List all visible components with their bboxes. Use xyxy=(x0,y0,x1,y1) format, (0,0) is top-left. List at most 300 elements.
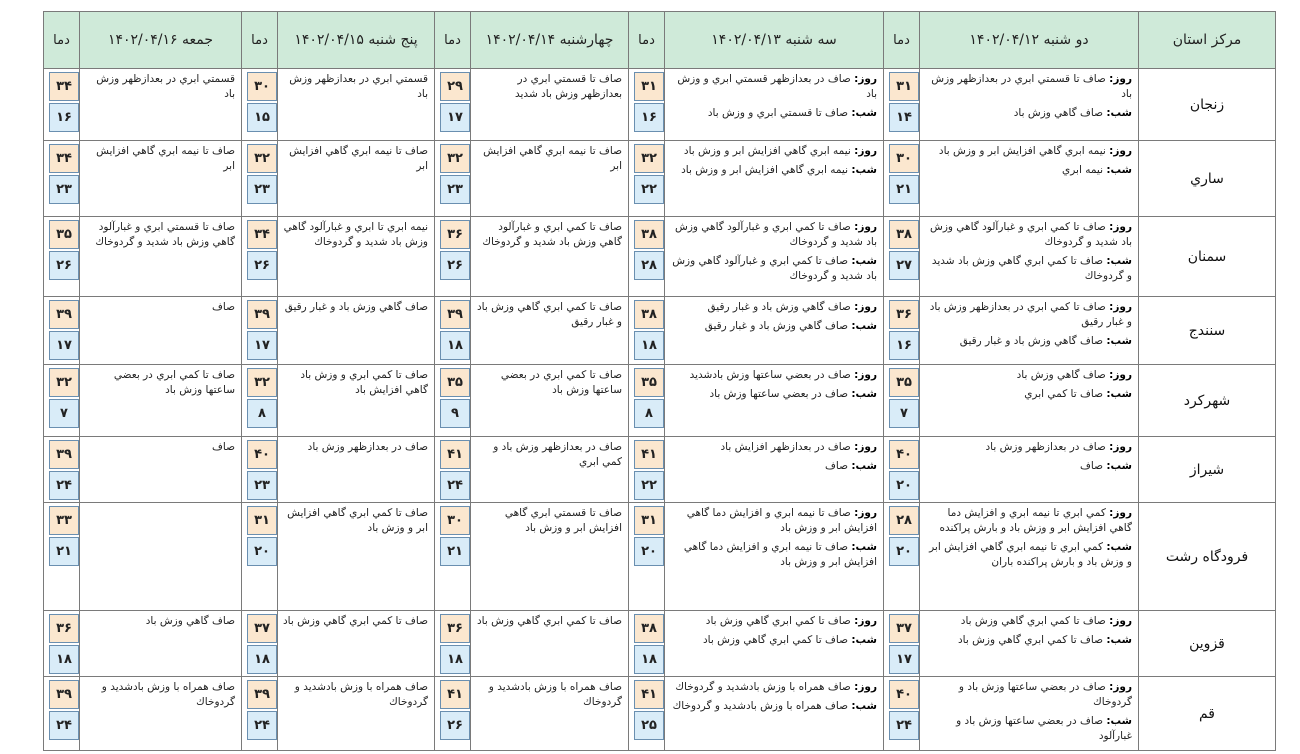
min-temperature: ۲۶ xyxy=(440,251,470,280)
forecast-text: صاف همراه با وزش بادشديد و گردوخاك xyxy=(294,681,428,708)
night-forecast-label: شب: xyxy=(851,388,877,400)
forecast-text: صاف تا كمي ابري و وزش باد گاهي افزايش باد xyxy=(300,369,428,396)
day-forecast xyxy=(669,72,877,102)
night-forecast-label: شب: xyxy=(1106,541,1132,553)
night-forecast-text: صاف تا كمي ابري و غبارآلود گاهي وزش باد شديد و گردوخاك xyxy=(672,255,877,282)
min-temperature: ۲۱ xyxy=(49,537,79,566)
max-temperature: ۳۰ xyxy=(889,144,919,173)
forecast-description xyxy=(665,365,884,437)
forecast-description xyxy=(278,297,435,365)
temp-header: دما xyxy=(884,12,920,69)
min-temperature: ۲۲ xyxy=(634,471,664,500)
day-forecast xyxy=(924,144,1132,159)
header-row xyxy=(44,12,1276,69)
temperature-cell xyxy=(884,677,920,751)
city-name: شهركرد xyxy=(1139,365,1276,437)
min-temperature: ۱۸ xyxy=(440,645,470,674)
min-temperature: ۲۳ xyxy=(247,471,277,500)
temperature-cell xyxy=(44,611,80,677)
night-forecast-label: شب: xyxy=(851,255,877,267)
forecast-description xyxy=(471,611,629,677)
min-temperature: ۲۳ xyxy=(49,175,79,204)
day-forecast-text: صاف تا نيمه ابري و افزايش دما گاهي افزايش ابر و وزش باد xyxy=(686,507,877,534)
min-temperature: ۱۸ xyxy=(49,645,79,674)
forecast-description xyxy=(278,611,435,677)
temperature-cell xyxy=(242,69,278,141)
night-forecast-label: شب: xyxy=(851,164,877,176)
temp-header: دما xyxy=(44,12,80,69)
forecast-description xyxy=(278,437,435,503)
temperature-cell xyxy=(44,141,80,217)
temperature-cell xyxy=(435,141,471,217)
max-temperature: ۳۳ xyxy=(49,506,79,535)
min-temperature: ۲۸ xyxy=(634,251,664,280)
day-forecast-label: روز: xyxy=(1109,221,1132,233)
temperature-cell xyxy=(44,503,80,611)
forecast-body xyxy=(44,69,1276,751)
max-temperature: ۳۵ xyxy=(634,368,664,397)
night-forecast-text: صاف تا كمي ابري گاهي وزش باد xyxy=(702,634,849,646)
day-forecast-text: صاف تا كمي ابري و غبارآلود گاهي وزش باد شديد و گردوخاك xyxy=(930,221,1132,248)
table-row xyxy=(44,437,1276,503)
forecast-description xyxy=(471,437,629,503)
min-temperature: ۱۷ xyxy=(440,103,470,132)
forecast-description xyxy=(278,365,435,437)
night-forecast xyxy=(924,387,1132,402)
max-temperature: ۲۸ xyxy=(889,506,919,535)
table-row xyxy=(44,297,1276,365)
max-temperature: ۳۶ xyxy=(889,300,919,329)
temperature-cell xyxy=(629,611,665,677)
forecast-text: قسمتي ابري در بعدازظهر وزش باد xyxy=(289,73,428,100)
max-temperature: ۳۹ xyxy=(247,680,277,709)
max-temperature: ۳۲ xyxy=(247,144,277,173)
max-temperature: ۳۶ xyxy=(440,614,470,643)
forecast-description xyxy=(920,217,1139,297)
temperature-cell xyxy=(629,503,665,611)
forecast-description xyxy=(80,677,242,751)
min-temperature: ۲۰ xyxy=(634,537,664,566)
temperature-cell xyxy=(242,297,278,365)
night-forecast-text: صاف در بعضي ساعتها وزش باد xyxy=(709,388,849,400)
day-forecast-label: روز: xyxy=(1109,145,1132,157)
min-temperature: ۱۵ xyxy=(247,103,277,132)
city-name: ساري xyxy=(1139,141,1276,217)
max-temperature: ۳۹ xyxy=(49,300,79,329)
temperature-cell xyxy=(884,217,920,297)
forecast-text: صاف همراه با وزش بادشديد و گردوخاك xyxy=(101,681,235,708)
forecast-description xyxy=(278,503,435,611)
temperature-cell xyxy=(629,297,665,365)
min-temperature: ۲۴ xyxy=(889,711,919,740)
min-temperature: ۱۸ xyxy=(247,645,277,674)
day-header: سه شنبه ۱۴۰۲/۰۴/۱۳ xyxy=(665,12,884,69)
min-temperature: ۲۶ xyxy=(440,711,470,740)
table-row xyxy=(44,503,1276,611)
min-temperature: ۲۰ xyxy=(247,537,277,566)
day-forecast xyxy=(669,368,877,383)
min-temperature: ۱۷ xyxy=(247,331,277,360)
city-name: قزوين xyxy=(1139,611,1276,677)
night-forecast-text: صاف xyxy=(1080,460,1104,472)
min-temperature: ۱۷ xyxy=(49,331,79,360)
forecast-description xyxy=(920,365,1139,437)
night-forecast-text: نيمه ابري xyxy=(1062,164,1104,176)
night-forecast xyxy=(669,633,877,648)
forecast-text: صاف همراه با وزش بادشديد و گردوخاك xyxy=(488,681,622,708)
temperature-cell xyxy=(44,365,80,437)
min-temperature: ۱۸ xyxy=(634,331,664,360)
temperature-cell xyxy=(435,611,471,677)
night-forecast xyxy=(669,387,877,402)
city-name: سمنان xyxy=(1139,217,1276,297)
day-header: چهارشنبه ۱۴۰۲/۰۴/۱۴ xyxy=(471,12,629,69)
max-temperature: ۳۰ xyxy=(440,506,470,535)
temperature-cell xyxy=(884,141,920,217)
forecast-description xyxy=(80,503,242,611)
forecast-text: صاف تا نيمه ابري گاهي افزايش ابر xyxy=(289,145,428,172)
day-forecast-label: روز: xyxy=(1109,507,1132,519)
temperature-cell xyxy=(629,141,665,217)
min-temperature: ۲۰ xyxy=(889,471,919,500)
max-temperature: ۳۱ xyxy=(247,506,277,535)
min-temperature: ۲۴ xyxy=(247,711,277,740)
forecast-text: صاف xyxy=(212,301,235,313)
night-forecast-text: صاف گاهي وزش باد و غبار رقيق xyxy=(704,320,849,332)
night-forecast-label: شب: xyxy=(851,634,877,646)
day-forecast-text: صاف تا كمي ابري گاهي وزش باد xyxy=(960,615,1106,627)
forecast-description xyxy=(80,437,242,503)
temperature-cell xyxy=(242,217,278,297)
max-temperature: ۳۹ xyxy=(49,440,79,469)
day-forecast xyxy=(669,220,877,250)
temperature-cell xyxy=(884,69,920,141)
day-forecast xyxy=(924,440,1132,455)
max-temperature: ۴۱ xyxy=(634,680,664,709)
night-forecast-label: شب: xyxy=(851,700,877,712)
temperature-cell xyxy=(629,69,665,141)
min-temperature: ۱۷ xyxy=(889,645,919,674)
day-forecast-text: كمي ابري تا نيمه ابري و افزايش دما گاهي افزايش ابر و وزش باد و بارش پراكنده xyxy=(939,507,1132,534)
temperature-cell xyxy=(44,437,80,503)
temperature-cell xyxy=(44,297,80,365)
min-temperature: ۷ xyxy=(889,399,919,428)
forecast-description xyxy=(665,69,884,141)
day-forecast xyxy=(669,680,877,695)
min-temperature: ۱۴ xyxy=(889,103,919,132)
forecast-description xyxy=(471,503,629,611)
temperature-cell xyxy=(435,503,471,611)
forecast-description xyxy=(80,365,242,437)
table-row xyxy=(44,217,1276,297)
day-forecast xyxy=(924,614,1132,629)
day-forecast-text: صاف تا كمي ابري در بعدازظهر وزش باد و غبار رقيق xyxy=(929,301,1132,328)
temperature-cell xyxy=(44,217,80,297)
min-temperature: ۲۴ xyxy=(49,711,79,740)
max-temperature: ۴۱ xyxy=(634,440,664,469)
temperature-cell xyxy=(242,141,278,217)
forecast-description xyxy=(665,437,884,503)
min-temperature: ۸ xyxy=(247,399,277,428)
max-temperature: ۳۱ xyxy=(889,72,919,101)
table-row xyxy=(44,69,1276,141)
day-forecast xyxy=(924,506,1132,536)
temperature-cell xyxy=(242,503,278,611)
night-forecast-label: شب: xyxy=(1106,164,1132,176)
day-forecast-label: روز: xyxy=(854,507,877,519)
day-forecast xyxy=(924,220,1132,250)
night-forecast xyxy=(669,254,877,284)
max-temperature: ۳۰ xyxy=(247,72,277,101)
forecast-description xyxy=(665,611,884,677)
min-temperature: ۷ xyxy=(49,399,79,428)
temperature-cell xyxy=(629,365,665,437)
min-temperature: ۲۱ xyxy=(889,175,919,204)
temperature-cell xyxy=(435,297,471,365)
table-row xyxy=(44,677,1276,751)
night-forecast-text: صاف همراه با وزش بادشديد و گردوخاك xyxy=(672,700,849,712)
temperature-cell xyxy=(435,437,471,503)
forecast-text: صاف تا كمي ابري گاهي وزش باد xyxy=(476,615,622,627)
night-forecast-text: صاف تا كمي ابري گاهي وزش باد xyxy=(957,634,1104,646)
forecast-text: صاف تا كمي ابري در بعضي ساعتها وزش باد xyxy=(500,369,622,396)
forecast-description xyxy=(80,611,242,677)
forecast-text: نيمه ابري تا ابري و غبارآلود گاهي وزش باد شديد و گردوخاك xyxy=(283,221,428,248)
max-temperature: ۳۸ xyxy=(634,300,664,329)
day-forecast xyxy=(669,506,877,536)
forecast-text: صاف تا كمي ابري گاهي وزش باد xyxy=(282,615,428,627)
day-forecast-label: روز: xyxy=(854,369,877,381)
forecast-description xyxy=(920,141,1139,217)
forecast-description xyxy=(665,503,884,611)
day-forecast-label: روز: xyxy=(1109,615,1132,627)
city-name: قم xyxy=(1139,677,1276,751)
day-forecast xyxy=(924,72,1132,102)
night-forecast xyxy=(669,163,877,178)
night-forecast xyxy=(924,334,1132,349)
min-temperature: ۲۷ xyxy=(889,251,919,280)
night-forecast xyxy=(924,540,1132,570)
day-forecast-text: صاف در بعدازظهر افزايش باد xyxy=(720,441,851,453)
min-temperature: ۲۱ xyxy=(440,537,470,566)
forecast-description xyxy=(278,69,435,141)
temperature-cell xyxy=(242,365,278,437)
min-temperature: ۲۰ xyxy=(889,537,919,566)
forecast-description xyxy=(920,297,1139,365)
day-forecast xyxy=(924,300,1132,330)
temperature-cell xyxy=(884,365,920,437)
min-temperature: ۲۴ xyxy=(440,471,470,500)
forecast-description xyxy=(471,141,629,217)
forecast-text: صاف گاهي وزش باد xyxy=(145,615,235,627)
night-forecast-text: صاف گاهي وزش باد و غبار رقيق xyxy=(959,335,1104,347)
temperature-cell xyxy=(435,69,471,141)
max-temperature: ۳۵ xyxy=(49,220,79,249)
forecast-description xyxy=(80,217,242,297)
forecast-text: صاف گاهي وزش باد و غبار رقيق xyxy=(284,301,428,313)
night-forecast xyxy=(924,633,1132,648)
forecast-text: صاف تا نيمه ابري گاهي افزايش ابر xyxy=(483,145,622,172)
temperature-cell xyxy=(884,503,920,611)
forecast-description xyxy=(80,297,242,365)
forecast-description xyxy=(665,297,884,365)
night-forecast-text: صاف گاهي وزش باد xyxy=(1013,107,1104,119)
max-temperature: ۳۲ xyxy=(247,368,277,397)
forecast-description xyxy=(665,141,884,217)
forecast-description xyxy=(471,365,629,437)
max-temperature: ۳۹ xyxy=(440,300,470,329)
day-forecast-label: روز: xyxy=(854,145,877,157)
min-temperature: ۲۶ xyxy=(247,251,277,280)
night-forecast xyxy=(669,319,877,334)
night-forecast-label: شب: xyxy=(1106,107,1132,119)
temp-header: دما xyxy=(629,12,665,69)
forecast-description xyxy=(80,141,242,217)
forecast-description xyxy=(665,217,884,297)
max-temperature: ۴۰ xyxy=(247,440,277,469)
day-forecast xyxy=(924,680,1132,710)
temperature-cell xyxy=(884,437,920,503)
night-forecast-label: شب: xyxy=(851,541,877,553)
night-forecast-label: شب: xyxy=(1106,388,1132,400)
city-name: زنجان xyxy=(1139,69,1276,141)
max-temperature: ۳۵ xyxy=(889,368,919,397)
temperature-cell xyxy=(44,677,80,751)
forecast-text: صاف تا كمي ابري گاهي افزايش ابر و وزش باد xyxy=(287,507,428,534)
night-forecast-text: كمي ابري تا نيمه ابري گاهي افزايش ابر و وزش باد و بارش پراكنده باران xyxy=(929,541,1132,568)
day-forecast xyxy=(669,614,877,629)
night-forecast xyxy=(924,106,1132,121)
night-forecast-label: شب: xyxy=(1106,715,1132,727)
temperature-cell xyxy=(629,217,665,297)
forecast-description xyxy=(471,217,629,297)
max-temperature: ۳۹ xyxy=(49,680,79,709)
night-forecast-label: شب: xyxy=(851,320,877,332)
day-forecast-text: صاف همراه با وزش بادشديد و گردوخاك xyxy=(675,681,851,693)
min-temperature: ۱۸ xyxy=(440,331,470,360)
min-temperature: ۹ xyxy=(440,399,470,428)
night-forecast xyxy=(669,459,877,474)
min-temperature: ۸ xyxy=(634,399,664,428)
min-temperature: ۲۲ xyxy=(634,175,664,204)
temperature-cell xyxy=(44,69,80,141)
forecast-description xyxy=(278,217,435,297)
night-forecast-label: شب: xyxy=(851,460,877,472)
min-temperature: ۲۳ xyxy=(440,175,470,204)
night-forecast xyxy=(924,163,1132,178)
day-forecast-text: صاف تا كمي ابري و غبارآلود گاهي وزش باد شديد و گردوخاك xyxy=(675,221,877,248)
day-forecast-label: روز: xyxy=(1109,369,1132,381)
day-forecast xyxy=(669,300,877,315)
day-forecast-text: صاف در بعضي ساعتها وزش باد و گردوخاك xyxy=(958,681,1132,708)
temperature-cell xyxy=(629,437,665,503)
day-forecast-text: صاف گاهي وزش باد xyxy=(1016,369,1106,381)
max-temperature: ۳۷ xyxy=(889,614,919,643)
temp-header: دما xyxy=(242,12,278,69)
night-forecast-text: صاف تا نيمه ابري و افزايش دما گاهي افزايش ابر و وزش باد xyxy=(683,541,877,568)
day-forecast-label: روز: xyxy=(1109,681,1132,693)
max-temperature: ۴۱ xyxy=(440,680,470,709)
day-forecast-text: صاف تا كمي ابري گاهي وزش باد xyxy=(705,615,851,627)
forecast-description xyxy=(920,503,1139,611)
forecast-text: صاف تا كمي ابري در بعضي ساعتها وزش باد xyxy=(113,369,235,396)
weather-forecast-table xyxy=(43,11,1276,751)
temperature-cell xyxy=(242,611,278,677)
forecast-description xyxy=(920,69,1139,141)
max-temperature: ۳۵ xyxy=(440,368,470,397)
table-row xyxy=(44,141,1276,217)
forecast-description xyxy=(278,141,435,217)
table-row xyxy=(44,611,1276,677)
night-forecast-label: شب: xyxy=(1106,255,1132,267)
forecast-text: صاف تا قسمتي ابري در بعدازظهر وزش باد شديد xyxy=(515,73,622,100)
min-temperature: ۱۸ xyxy=(634,645,664,674)
day-forecast xyxy=(924,368,1132,383)
day-forecast-label: روز: xyxy=(1109,301,1132,313)
forecast-description xyxy=(471,297,629,365)
temperature-cell xyxy=(242,677,278,751)
night-forecast xyxy=(924,714,1132,744)
forecast-text: قسمتي ابري در بعدازظهر وزش باد xyxy=(96,73,235,100)
day-forecast-text: نيمه ابري گاهي افزايش ابر و وزش باد xyxy=(938,145,1106,157)
forecast-description xyxy=(471,69,629,141)
city-name: سنندج xyxy=(1139,297,1276,365)
temperature-cell xyxy=(435,677,471,751)
day-forecast-label: روز: xyxy=(854,441,877,453)
forecast-table-container xyxy=(43,11,1275,751)
day-forecast xyxy=(669,440,877,455)
day-forecast-label: روز: xyxy=(854,221,877,233)
forecast-description xyxy=(920,611,1139,677)
max-temperature: ۳۴ xyxy=(49,72,79,101)
forecast-text: صاف xyxy=(212,441,235,453)
min-temperature: ۱۶ xyxy=(49,103,79,132)
city-name: شيراز xyxy=(1139,437,1276,503)
max-temperature: ۳۹ xyxy=(247,300,277,329)
day-forecast-text: صاف گاهي وزش باد و غبار رقيق xyxy=(707,301,851,313)
night-forecast xyxy=(669,540,877,570)
max-temperature: ۳۸ xyxy=(634,220,664,249)
day-forecast-text: صاف در بعدازظهر قسمتي ابري و وزش باد xyxy=(677,73,877,100)
forecast-text: صاف در بعدازظهر وزش باد و كمي ابري xyxy=(493,441,622,468)
night-forecast-text: نيمه ابري گاهي افزايش ابر و وزش باد xyxy=(681,164,849,176)
forecast-text: صاف تا نيمه ابري گاهي افزايش ابر xyxy=(96,145,235,172)
min-temperature: ۲۳ xyxy=(247,175,277,204)
night-forecast-text: صاف تا كمي ابري گاهي وزش باد شديد و گردوخاك xyxy=(931,255,1132,282)
temperature-cell xyxy=(242,437,278,503)
day-forecast-label: روز: xyxy=(854,615,877,627)
forecast-text: صاف تا قسمتي ابري و غبارآلود گاهي وزش باد شديد و گردوخاك xyxy=(95,221,235,248)
day-header: دو شنبه ۱۴۰۲/۰۴/۱۲ xyxy=(920,12,1139,69)
max-temperature: ۳۴ xyxy=(49,144,79,173)
max-temperature: ۳۸ xyxy=(634,614,664,643)
max-temperature: ۳۶ xyxy=(440,220,470,249)
night-forecast-label: شب: xyxy=(851,107,877,119)
max-temperature: ۳۸ xyxy=(889,220,919,249)
night-forecast-text: صاف تا قسمتي ابري و وزش باد xyxy=(707,107,849,119)
min-temperature: ۱۶ xyxy=(634,103,664,132)
max-temperature: ۳۲ xyxy=(440,144,470,173)
min-temperature: ۱۶ xyxy=(889,331,919,360)
day-forecast-label: روز: xyxy=(854,681,877,693)
max-temperature: ۴۱ xyxy=(440,440,470,469)
night-forecast xyxy=(924,254,1132,284)
forecast-text: صاف تا قسمتي ابري گاهي افزايش ابر و وزش باد xyxy=(504,507,622,534)
forecast-text: صاف در بعدازظهر وزش باد xyxy=(307,441,428,453)
province-header: مرکز استان xyxy=(1139,12,1276,69)
temperature-cell xyxy=(884,297,920,365)
night-forecast-text: صاف xyxy=(825,460,849,472)
